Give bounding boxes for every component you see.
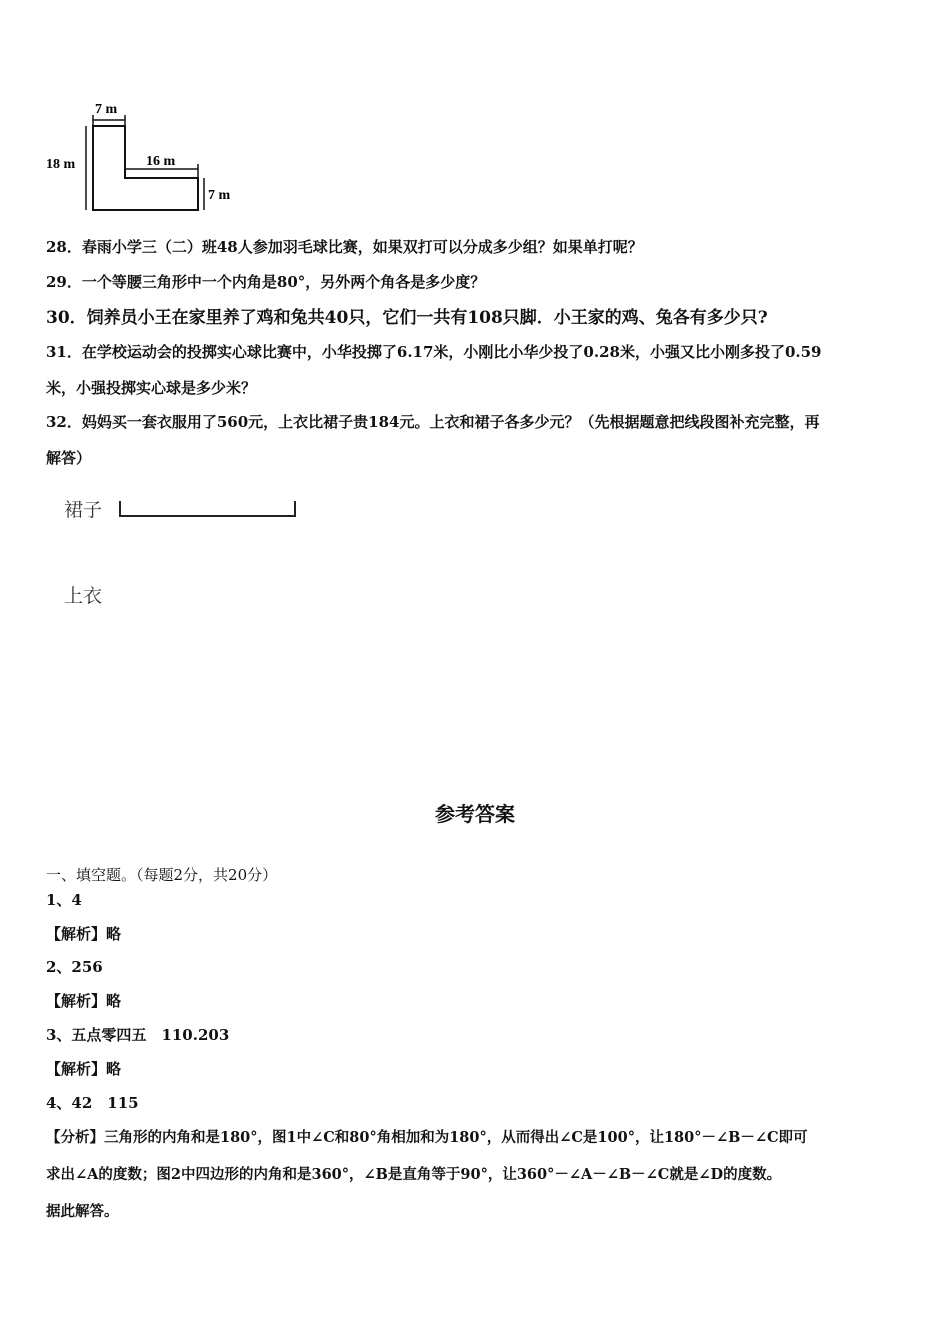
answer-4-analysis-line1: 【分析】三角形的内角和是180°，图1中∠C和80°角相加和为180°，从而得出∠C是100°，让180°－∠B－∠C即可: [46, 1129, 808, 1146]
question-32-line1: 32．妈妈买一套衣服用了560元，上衣比裙子贵184元。上衣和裙子各多少元？（先根据题意把线段图补充完整，再: [46, 413, 820, 431]
answer-2-note: 【解析】略: [46, 992, 122, 1010]
question-30: 30．饲养员小王在家里养了鸡和兔共40只，它们一共有108只脚．小王家的鸡、兔各有多少只?: [46, 308, 768, 328]
answer-2: 2、256: [46, 958, 103, 976]
l-shape-figure: [40, 98, 250, 218]
question-28: 28．春雨小学三（二）班48人参加羽毛球比赛，如果双打可以分成多少组？如果单打呢？: [46, 238, 643, 256]
answer-3: 3、五点零四五 110.203: [46, 1026, 230, 1044]
answers-title: 参考答案: [435, 802, 515, 826]
skirt-label: 裙子: [64, 499, 103, 521]
question-31-line1: 31．在学校运动会的投掷实心球比赛中，小华投掷了6.17米，小刚比小华少投了0.28米，小强又比小刚多投了0.59: [46, 343, 822, 361]
top-label: 上衣: [64, 585, 103, 607]
answer-1-note: 【解析】略: [46, 925, 122, 943]
answer-1: 1、4: [46, 891, 82, 909]
answer-4-analysis-line2: 求出∠A的度数；图2中四边形的内角和是360°，∠B是直角等于90°，让360°－∠A－∠B－∠C就是∠D的度数。: [46, 1166, 782, 1183]
label-top: 7 m: [95, 102, 118, 117]
answer-4-analysis-line3: 据此解答。: [46, 1203, 119, 1220]
section-1-heading: 一、填空题。（每题2分，共20分）: [46, 866, 278, 884]
skirt-segment: [115, 497, 305, 521]
answer-4: 4、42 115: [46, 1094, 139, 1112]
question-29: 29．一个等腰三角形中一个内角是80°，另外两个角各是多少度？: [46, 273, 486, 291]
question-32-line2: 解答）: [46, 449, 92, 467]
label-mid: 16 m: [146, 154, 176, 169]
label-right: 7 m: [208, 188, 231, 203]
label-left: 18 m: [46, 157, 76, 172]
question-31-line2: 米，小强投掷实心球是多少米？: [46, 379, 257, 397]
answer-3-note: 【解析】略: [46, 1060, 122, 1078]
